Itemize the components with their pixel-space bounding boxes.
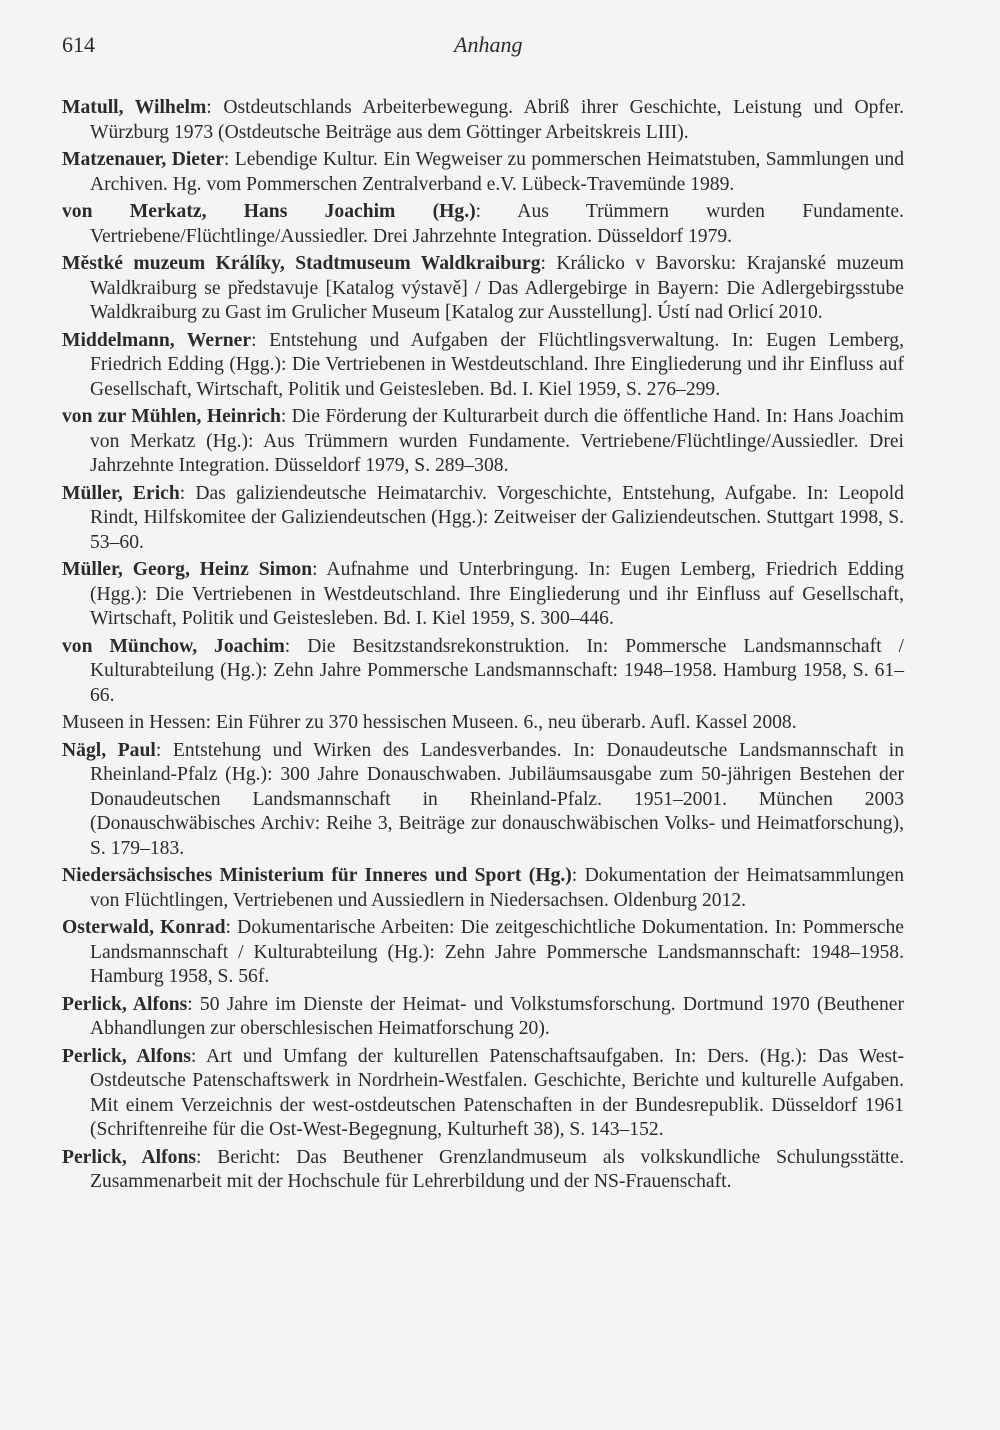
entry-text: : Entstehung und Aufgaben der Flüchtlingsverwaltung. In: Eugen Lemberg, Friedrich Edding (Hgg.): Die Vertriebenen in Westdeutschland. Ihre Eingliederung und ihr Einfluss auf Gesellschaft, Wirtschaft, Politik und Geistesleben. Bd. I. Kiel 1959, S. 276–299. xyxy=(90,329,904,400)
bibliography-entry xyxy=(62,200,904,249)
entry-text: : Das galiziendeutsche Heimatarchiv. Vorgeschichte, Entstehung, Aufgabe. In: Leopold Rindt, Hilfskomitee der Galiziendeutschen (Hgg.): Zeitweiser der Galiziendeutschen. Stuttgart 1998, S. 53–60. xyxy=(90,482,904,553)
entry-text: : Ostdeutschlands Arbeiterbewegung. Abriß ihrer Geschichte, Leistung und Opfer. Würzburg 1973 (Ostdeutsche Beiträge aus dem Göttinger Arbeitskreis LIII). xyxy=(90,97,904,143)
entry-text: Museen in Hessen: Ein Führer zu 370 hessischen Museen. 6., neu überarb. Aufl. Kassel 2008. xyxy=(62,712,797,733)
entry-author: Matull, Wilhelm xyxy=(62,97,207,118)
bibliography-entry xyxy=(62,329,904,403)
entry-text: : Art und Umfang der kulturellen Patenschaftsaufgaben. In: Ders. (Hg.): Das West-Ostdeutsche Patenschaftswerk in Nordrhein-Westfalen. Geschichte, Berichte und kulturelle Aufgaben. Mit einem Verzeichnis der west-ostdeutschen Patenschaften in der Bundesrepublik. Düsseldorf 1961 (Schriftenreihe für die Ost-West-Begegnung, Kulturheft 38), S. 143–152. xyxy=(90,1045,904,1140)
entry-text: : Bericht: Das Beuthener Grenzlandmuseum als volkskundliche Schulungsstätte. Zusammenarbeit mit der Hochschule für Lehrerbildung und der NS-Frauenschaft. xyxy=(90,1146,904,1192)
entry-author: Perlick, Alfons xyxy=(62,993,188,1015)
entry-author: von zur Mühlen, Heinrich xyxy=(62,406,281,427)
entry-author: Městké muzeum Králíky, Stadtmuseum Waldkraiburg xyxy=(62,253,541,274)
bibliography-list xyxy=(62,96,904,1195)
entry-author: Matzenauer, Dieter xyxy=(62,149,224,170)
entry-text: : Die Besitzstandsrekonstruktion. In: Pommersche Landsmannschaft / Kulturabteilung (Hg.): Zehn Jahre Pommersche Landsmannschaft: 1948–1958. Hamburg 1958, S. 61–66. xyxy=(90,635,904,706)
entry-author: Müller, Georg, Heinz Simon xyxy=(62,559,313,580)
entry-text: : Lebendige Kultur. Ein Wegweiser zu pommerschen Heimatstuben, Sammlungen und Archiven. Hg. vom Pommerschen Zentralverband e.V. Lübeck-Travemünde 1989. xyxy=(90,149,904,195)
bibliography-entry xyxy=(62,148,904,197)
running-title: Anhang xyxy=(454,32,523,57)
bibliography-entry xyxy=(62,482,904,556)
bibliography-entry xyxy=(62,711,904,736)
entry-text: : Dokumentarische Arbeiten: Die zeitgeschichtliche Dokumentation. In: Pommersche Landsmannschaft / Kulturabteilung (Hg.): Zehn Jahre Pommersche Landsmannschaft: 1948–1958. Hamburg 1958, S. 56f. xyxy=(90,917,904,987)
page-header xyxy=(62,32,904,62)
entry-author: Middelmann, Werner xyxy=(62,329,252,351)
entry-author: Perlick, Alfons xyxy=(62,1146,196,1168)
bibliography-entry xyxy=(62,252,904,326)
entry-text: : Aufnahme und Unterbringung. In: Eugen Lemberg, Friedrich Edding (Hgg.): Die Vertriebenen in Westdeutschland. Ihre Eingliederung und ihr Einfluss auf Gesellschaft, Wirtschaft, Politik und Geistesleben. Bd. I. Kiel 1959, S. 300–446. xyxy=(90,559,904,629)
entry-text: : Aus Trümmern wurden Fundamente. Vertriebene/Flüchtlinge/Aussiedler. Drei Jahrzehnte Integration. Düsseldorf 1979. xyxy=(90,201,904,247)
bibliography-entry xyxy=(62,558,904,632)
entry-author: Nägl, Paul xyxy=(62,739,156,761)
bibliography-entry xyxy=(62,739,904,862)
entry-text: : 50 Jahre im Dienste der Heimat- und Volkstumsforschung. Dortmund 1970 (Beuthener Abhandlungen zur oberschlesischen Heimatforschung 20). xyxy=(90,993,904,1039)
entry-author: von Münchow, Joachim xyxy=(62,635,285,657)
entry-text: : Entstehung und Wirken des Landesverbandes. In: Donaudeutsche Landsmannschaft in Rheinland-Pfalz (Hg.): 300 Jahre Donauschwaben. Jubiläumsausgabe zum 50-jährigen Bestehen der Donaudeutschen Landsmannschaft in Rheinland-Pfalz. 1951–2001. München 2003 (Donauschwäbisches Archiv: Reihe 3, Beiträge zur donauschwäbischen Volks- und Heimatforschung), S. 179–183. xyxy=(90,739,904,859)
bibliography-entry xyxy=(62,405,904,479)
entry-text: : Dokumentation der Heimatsammlungen von Flüchtlingen, Vertriebenen und Aussiedlern in Niedersachsen. Oldenburg 2012. xyxy=(90,865,904,911)
bibliography-entry xyxy=(62,864,904,913)
bibliography-entry xyxy=(62,635,904,709)
entry-text: : Die Förderung der Kulturarbeit durch die öffentliche Hand. In: Hans Joachim von Merkatz (Hg.): Aus Trümmern wurden Fundamente. Vertriebene/Flüchtlinge/Aussiedler. Drei Jahrzehnte Integration. Düsseldorf 1979, S. 289–308. xyxy=(90,406,905,476)
entry-text: : Králicko v Bavorsku: Krajanské muzeum Waldkraiburg se představuje [Katalog výstavě] / Das Adlergebirge in Bayern: Die Adlergebirgsstube Waldkraiburg zu Gast im Grulicher Museum [Katalog zur Ausstellung]. Ústí nad Orlicí 2010. xyxy=(90,253,904,323)
entry-author: Osterwald, Konrad xyxy=(62,917,226,938)
entry-author: Müller, Erich xyxy=(62,482,180,504)
bibliography-entry xyxy=(62,993,904,1042)
bibliography-entry xyxy=(62,1045,904,1143)
bibliography-entry xyxy=(62,916,904,990)
entry-author: Perlick, Alfons xyxy=(62,1045,191,1067)
page-number: 614 xyxy=(62,32,95,57)
entry-author: Niedersächsisches Ministerium für Inneres und Sport (Hg.) xyxy=(62,865,572,886)
bibliography-entry xyxy=(62,96,904,145)
bibliography-entry xyxy=(62,1146,904,1195)
entry-author: von Merkatz, Hans Joachim (Hg.) xyxy=(62,201,476,222)
